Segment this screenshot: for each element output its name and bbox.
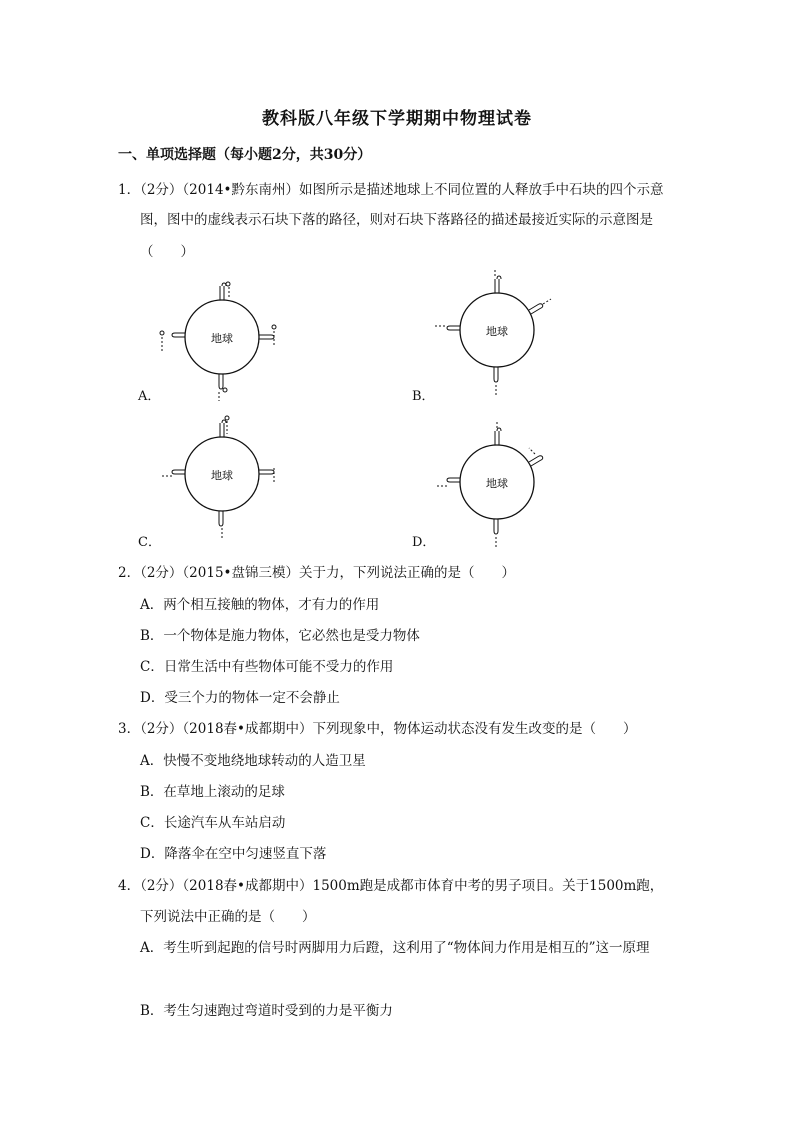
question-3-option-c: C．长途汽车从车站启动	[140, 815, 286, 831]
question-1-line-1: 1．（2分）（2014•黔东南州）如图所示是描述地球上不同位置的人释放手中石块的四个示意	[118, 182, 664, 198]
question-3-line-1: 3．（2分）（2018春•成都期中）下列现象中，物体运动状态没有发生改变的是（ ）	[118, 721, 637, 737]
option-c-label: C．	[138, 535, 161, 550]
question-3-option-b: B．在草地上滚动的足球	[140, 784, 285, 800]
earth-label: 地球	[211, 469, 233, 482]
question-2-option-c: C．日常生活中有些物体可能不受力的作用	[140, 659, 394, 675]
diagram-d	[425, 420, 605, 550]
diagram-a	[150, 275, 330, 405]
question-1-line-3: （ ）	[140, 244, 194, 260]
question-3-option-a: A．快慢不变地绕地球转动的人造卫星	[140, 753, 366, 769]
earth-label: 地球	[486, 325, 508, 338]
question-4-line-2: 下列说法中正确的是（ ）	[140, 909, 316, 925]
diagram-c	[150, 412, 330, 542]
option-b-label: B．	[412, 389, 435, 404]
question-2-option-a: A．两个相互接触的物体，才有力的作用	[140, 597, 380, 613]
section-heading: 一、单项选择题（每小题2分，共30分）	[118, 147, 372, 163]
earth-label: 地球	[486, 477, 508, 490]
option-a-label: A．	[138, 389, 161, 404]
question-3-option-d: D．降落伞在空中匀速竖直下落	[140, 846, 327, 862]
question-2-option-b: B．一个物体是施力物体，它必然也是受力物体	[140, 628, 420, 644]
earth-label: 地球	[211, 332, 233, 345]
question-4-option-b: B．考生匀速跑过弯道时受到的力是平衡力	[140, 1003, 393, 1019]
page-title: 教科版八年级下学期期中物理试卷	[262, 109, 532, 129]
option-d-label: D．	[412, 535, 436, 550]
question-1-line-2: 图，图中的虚线表示石块下落的路径，则对石块下落路径的描述最接近实际的示意图是	[140, 212, 653, 228]
diagram-b	[425, 268, 605, 398]
question-2-option-d: D．受三个力的物体一定不会静止	[140, 690, 340, 706]
question-4-option-a: A．考生听到起跑的信号时两脚用力后蹬，这利用了“物体间力作用是相互的”这一原理	[140, 940, 650, 956]
question-2-line-1: 2．（2分）（2015•盘锦三模）关于力，下列说法正确的是（ ）	[118, 565, 515, 581]
question-4-line-1: 4．（2分）（2018春•成都期中）1500m跑是成都市体育中考的男子项目。关于1500m跑，	[118, 878, 664, 894]
